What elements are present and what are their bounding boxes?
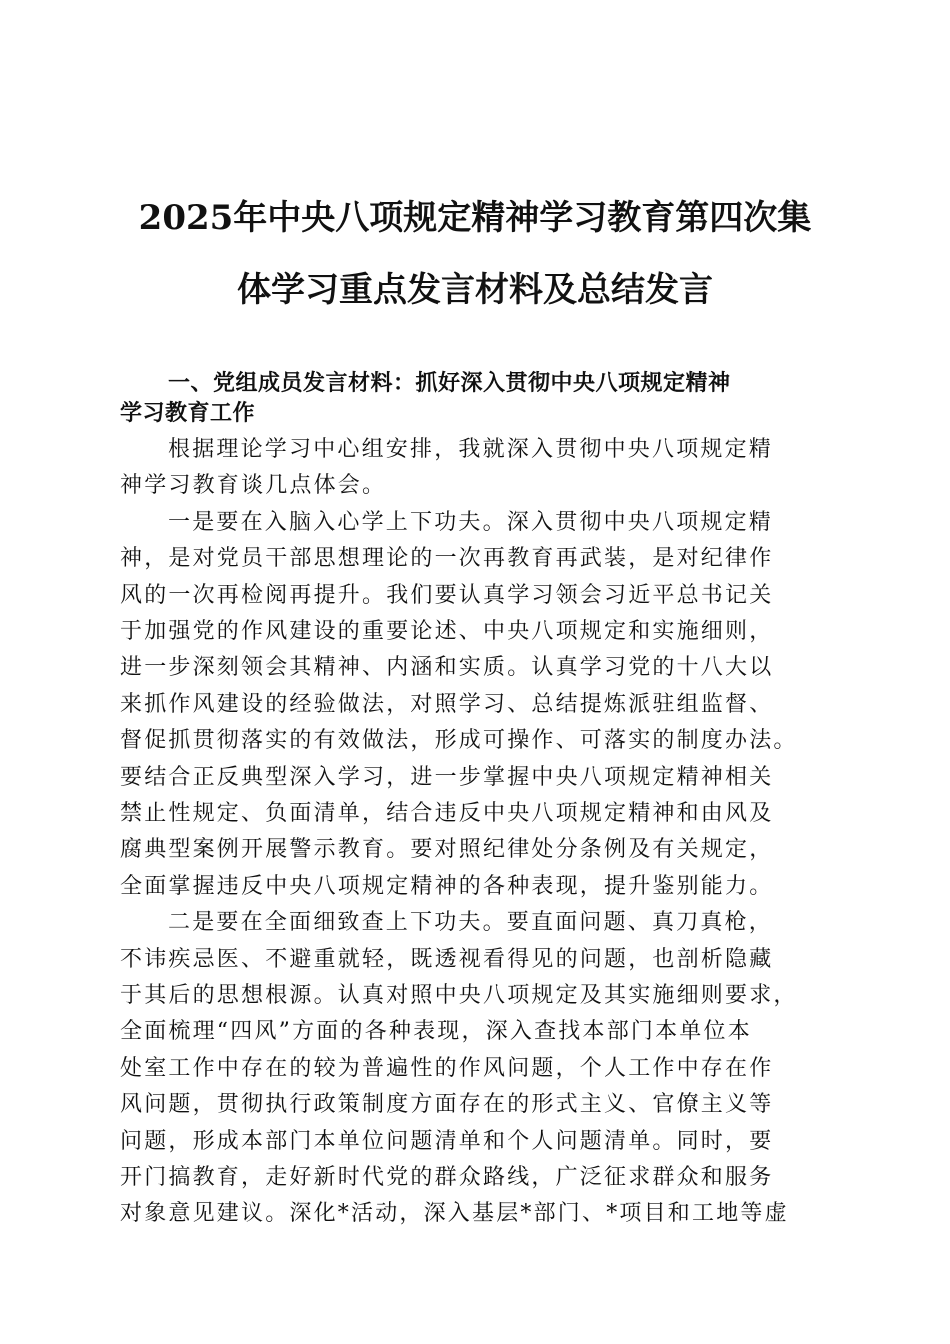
body-line: 全面掌握违反中央八项规定精神的各种表现，提升鉴别能力。 bbox=[120, 873, 774, 899]
body-line: 督促抓贯彻落实的有效做法，形成可操作、可落实的制度办法。 bbox=[120, 728, 798, 754]
body-line: 一是要在入脑入心学上下功夫。深入贯彻中央八项规定精 bbox=[168, 509, 774, 535]
body-line: 二是要在全面细致查上下功夫。要直面问题、真刀真枪， bbox=[168, 910, 774, 936]
body-line: 全面梳理“四风”方面的各种表现，深入查找本部门本单位本 bbox=[120, 1019, 752, 1045]
section-heading-line-1: 一、党组成员发言材料：抓好深入贯彻中央八项规定精神 bbox=[168, 370, 731, 396]
body-line: 神，是对党员干部思想理论的一次再教育再武装，是对纪律作 bbox=[120, 546, 774, 572]
body-line: 于加强党的作风建设的重要论述、中央八项规定和实施细则， bbox=[120, 619, 774, 644]
body-line: 于其后的思想根源。认真对照中央八项规定及其实施细则要求， bbox=[120, 983, 798, 1008]
body-line: 要结合正反典型深入学习，进一步掌握中央八项规定精神相关 bbox=[120, 764, 774, 790]
body-line: 不讳疾忌医、不避重就轻，既透视看得见的问题，也剖析隐藏 bbox=[120, 946, 774, 972]
body-line: 开门搞教育，走好新时代党的群众路线，广泛征求群众和服务 bbox=[120, 1165, 774, 1190]
body-line: 处室工作中存在的较为普遍性的作风问题，个人工作中存在作 bbox=[120, 1055, 774, 1081]
body-line: 根据理论学习中心组安排，我就深入贯彻中央八项规定精 bbox=[168, 437, 774, 462]
body-line: 风问题，贯彻执行政策制度方面存在的形式主义、官僚主义等 bbox=[120, 1092, 774, 1118]
body-line: 神学习教育谈几点体会。 bbox=[120, 473, 387, 499]
body-line: 进一步深刻领会其精神、内涵和实质。认真学习党的十八大以 bbox=[120, 655, 774, 681]
body-line: 腐典型案例开展警示教育。要对照纪律处分条例及有关规定， bbox=[120, 837, 774, 863]
document-title-line-1: 2025年中央八项规定精神学习教育第四次集 bbox=[138, 198, 812, 238]
body-line: 禁止性规定、负面清单，结合违反中央八项规定精神和由风及 bbox=[120, 801, 774, 826]
body-line: 来抓作风建设的经验做法，对照学习、总结提炼派驻组监督、 bbox=[120, 691, 774, 717]
section-heading-line-2: 学习教育工作 bbox=[120, 400, 256, 426]
body-line: 风的一次再检阅再提升。我们要认真学习领会习近平总书记关 bbox=[120, 582, 774, 608]
body-line: 问题，形成本部门本单位问题清单和个人问题清单。同时，要 bbox=[120, 1128, 774, 1154]
document-title-line-2: 体学习重点发言材料及总结发言 bbox=[237, 270, 713, 310]
body-line: 对象意见建议。深化*活动，深入基层*部门、*项目和工地等虚 bbox=[120, 1201, 789, 1227]
